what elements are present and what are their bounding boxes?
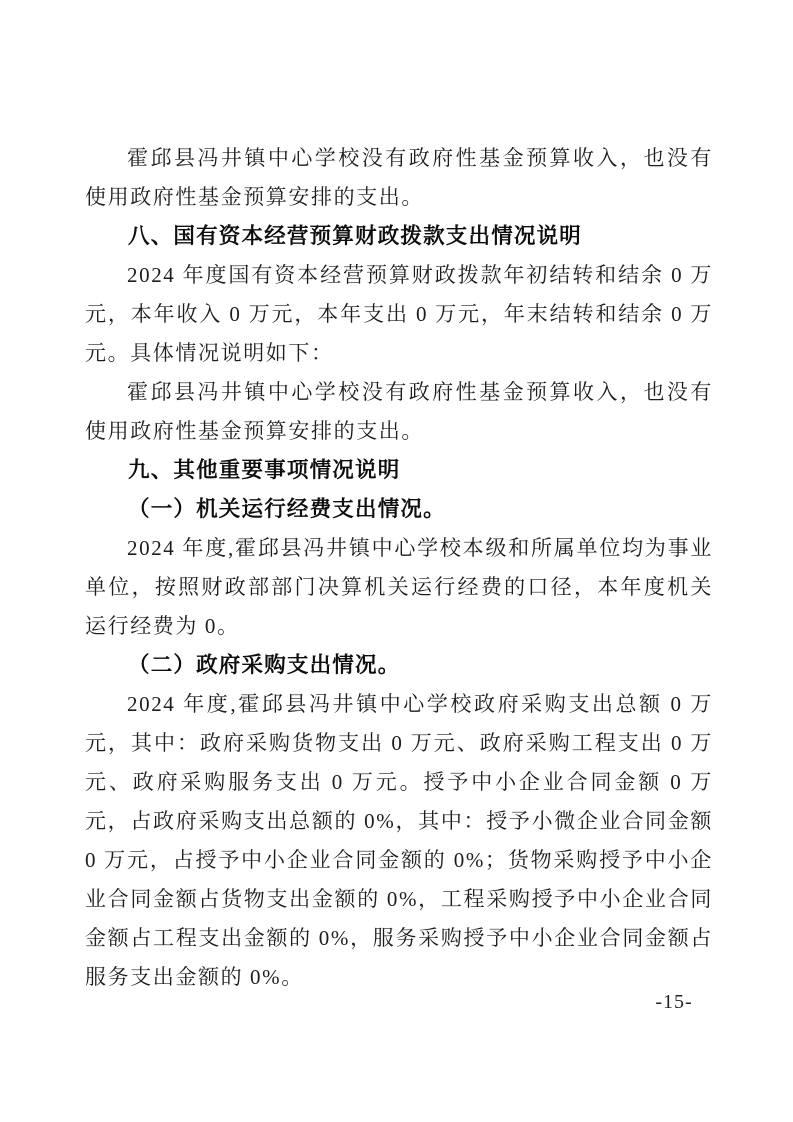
section-heading-8-state-capital-budget: 八、国有资本经营预算财政拨款支出情况说明 [128, 224, 583, 248]
section-heading-9-other-important-matters: 九、其他重要事项情况说明 [128, 458, 401, 482]
paragraph-operating-expenses-detail: 2024 年度,霍邱县冯井镇中心学校本级和所属单位均为事业单位，按照财政部部门决算机关运行经费的口径，本年度机关运行经费为 0。 [85, 536, 713, 638]
page-number: -15- [655, 991, 693, 1013]
paragraph-gov-fund-note-2: 霍邱县冯井镇中心学校没有政府性基金预算收入，也没有使用政府性基金预算安排的支出。 [85, 380, 713, 443]
document-body [85, 139, 713, 997]
paragraph-gov-fund-note-1: 霍邱县冯井镇中心学校没有政府性基金预算收入，也没有使用政府性基金预算安排的支出。 [85, 146, 713, 209]
subsection-heading-1-operating-expenses: （一）机关运行经费支出情况。 [128, 497, 446, 521]
paragraph-government-procurement-detail: 2024 年度,霍邱县冯井镇中心学校政府采购支出总额 0 万元，其中：政府采购货物支出 0 万元、政府采购工程支出 0 万元、政府采购服务支出 0 万元。授予中小企业合同金额 0 万元，占政府采购支出总额的 0%，其中：授予小微企业合同金额 0 万元，占授予中小企业合同金额的 0%；货物采购授予中小企业合同金额占货物支出金额的 0%，工程采购授予中小企业合同金额占工程支出金额的 0%，服务采购授予中小企业合同金额占服务支出金额的 0%。 [85, 692, 713, 989]
subsection-heading-2-government-procurement: （二）政府采购支出情况。 [128, 653, 401, 677]
paragraph-state-capital-budget-figures: 2024 年度国有资本经营预算财政拨款年初结转和结余 0 万元，本年收入 0 万元，本年支出 0 万元，年末结转和结余 0 万元。具体情况说明如下： [85, 263, 713, 365]
